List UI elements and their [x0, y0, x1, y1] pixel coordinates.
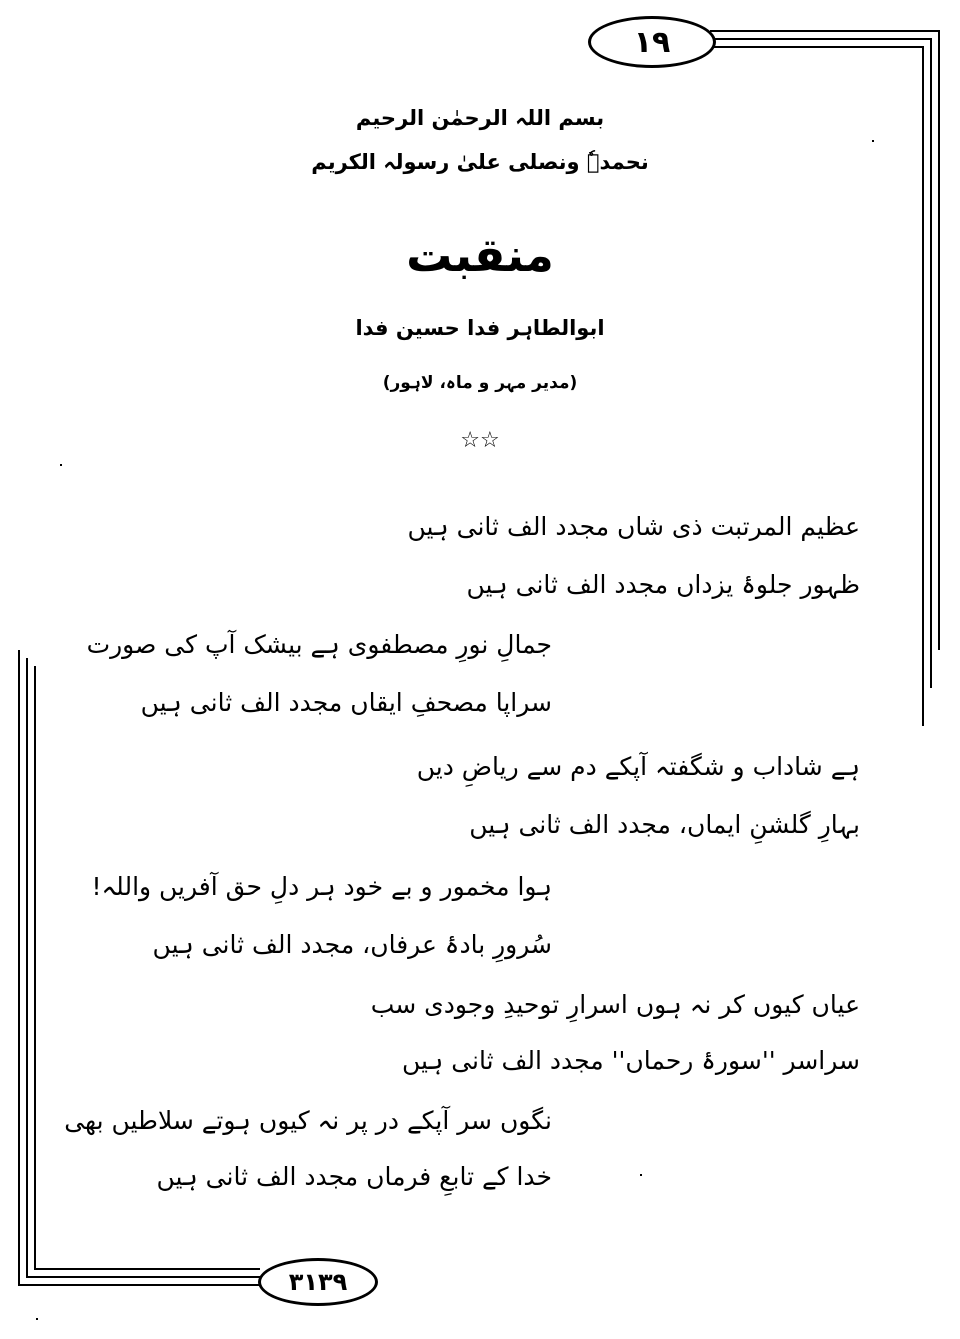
- frame-right-line-2: [930, 38, 932, 688]
- frame-left-line-2: [26, 658, 28, 1276]
- verse-line-3: جمالِ نورِ مصطفوی ہے بیشک آپ کی صورت: [86, 630, 552, 659]
- salutation-line: نحمدہٗ ونصلی علیٰ رسولہ الکریم: [311, 150, 649, 174]
- verse-line-8: سُرورِ بادۂ عرفاں، مجدد الف ثانی ہیں: [152, 930, 552, 959]
- verse-line-7: ہوا مخمور و بے خود ہر دلِ حق آفریں واللہ!: [91, 872, 552, 901]
- verse-line-6: بہارِ گلشنِ ایماں، مجدد الف ثانی ہیں: [469, 810, 860, 839]
- verse-line-2: ظہور جلوۂ یزداں مجدد الف ثانی ہیں: [466, 570, 860, 599]
- bottom-page-number: ٣١٣٩: [258, 1258, 378, 1306]
- verse-line-10: سراسر ''سورۂ رحماں'' مجدد الف ثانی ہیں: [402, 1046, 860, 1075]
- frame-top-line-3: [714, 46, 922, 48]
- frame-top-line-1: [710, 30, 940, 32]
- frame-left-line-3: [34, 666, 36, 1268]
- frame-top-line-2: [712, 38, 930, 40]
- poem-title: منقبت: [406, 228, 554, 282]
- verse-line-4: سراپا مصحفِ ایقاں مجدد الف ثانی ہیں: [140, 688, 552, 717]
- frame-bottom-line-2: [26, 1276, 260, 1278]
- top-page-number: ١٩: [588, 16, 716, 68]
- frame-left-line-1: [18, 650, 20, 1284]
- scan-speck: [872, 140, 874, 142]
- verse-line-9: عیاں کیوں کر نہ ہوں اسرارِ توحیدِ وجودی سب: [370, 990, 860, 1019]
- verse-line-12: خدا کے تابعِ فرماں مجدد الف ثانی ہیں: [156, 1162, 552, 1191]
- frame-bottom-line-3: [34, 1268, 260, 1270]
- author-name: ابوالطاہر فدا حسین فدا: [355, 316, 605, 340]
- verse-line-11: نگوں سر آپکے در پر نہ کیوں ہوتے سلاطیں بھی: [64, 1106, 552, 1135]
- author-designation: (مدیر مہر و ماہ، لاہور): [382, 373, 578, 393]
- scan-speck: [640, 1174, 642, 1176]
- star-ornament: ☆☆: [460, 428, 500, 453]
- verse-line-1: عظیم المرتبت ذی شاں مجدد الف ثانی ہیں: [407, 512, 860, 541]
- scan-speck: [60, 464, 62, 466]
- scan-speck: [36, 1318, 38, 1320]
- verse-line-5: ہے شاداب و شگفتہ آپکے دم سے ریاضِ دیں: [416, 752, 860, 781]
- frame-bottom-line-1: [18, 1284, 260, 1286]
- bismillah-line: بسم اللہ الرحمٰن الرحیم: [355, 106, 605, 130]
